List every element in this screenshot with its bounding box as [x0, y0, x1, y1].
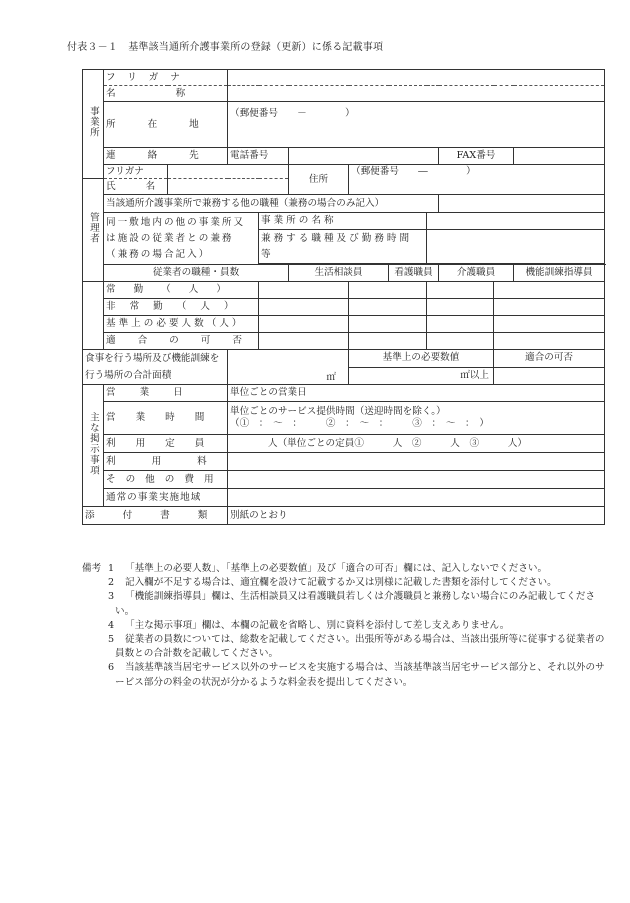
staff-cell[interactable] [259, 282, 349, 299]
note-item: 4 「主な掲示事項」欄は、本欄の記載を省略し、別に資料を添付して差し支えありません。 [108, 619, 510, 631]
kanrisha-address-label: 住所 [289, 165, 349, 195]
staff-cell [259, 333, 349, 350]
kanrisha-furigana-field[interactable] [168, 165, 289, 179]
kanrisha-furigana-label: フリガナ [104, 165, 168, 179]
job-hours-label: 兼務する職種及び勤務時間等 [259, 230, 427, 264]
site-name-field[interactable] [427, 213, 605, 230]
staff-row-required: 基準上の必要人数（人） [104, 316, 259, 333]
note-item: 6 当該基準該当居宅サービス以外のサービスを実施する場合は、当該基準該当居宅サービス部分と、それ以外のサービス部分の料金の状況が分かるような料金表を提出してください。 [108, 662, 605, 688]
capacity-field[interactable] [228, 435, 605, 453]
capacity-label: 利用定員 [104, 435, 228, 453]
staff-cell[interactable] [494, 282, 605, 299]
note-item: 備考 1 「基準上の必要人数」、「基準上の必要数値」及び「適合の可否」欄には、記入しないでください。 [82, 562, 607, 576]
note-item: 2 記入欄が不足する場合は、適宜欄を設けて記載するか又は別様に記載した書類を添付してください。 [108, 577, 557, 589]
hours-slots: （① ： ～ ： ② ： ～ ： ③ ： ～ ： ） [230, 418, 490, 429]
area-field[interactable] [228, 350, 349, 385]
area-fit-field [494, 367, 605, 385]
kanrisha-other-site-label: 同一敷地内の他の事業所又は施設の従業者との兼務（兼務の場合記入） [104, 213, 259, 265]
area-served-field[interactable] [228, 489, 605, 507]
phone-label: 電話番号 [228, 148, 289, 165]
staff-cell [427, 316, 494, 333]
staff-cell[interactable] [427, 299, 494, 316]
staff-header: 従業者の職種・員数 [104, 265, 289, 282]
job-hours-field[interactable] [427, 230, 605, 264]
hours-value: 単位ごとのサービス提供時間（送迎時間を除く。） [230, 406, 446, 418]
staff-cell [494, 316, 605, 333]
jigyosho-furigana-label: フリガナ [104, 70, 228, 86]
attachment-label: 添付書類 [83, 507, 228, 525]
hours-label: 営業時間 [104, 402, 228, 435]
staff-cell[interactable] [259, 299, 349, 316]
jigyosho-name-field[interactable] [228, 86, 605, 102]
registration-form-table [82, 69, 605, 525]
staff-cell[interactable] [349, 299, 427, 316]
note-item: 5 従業者の員数については、総数を記載してください。出張所等がある場合は、当該出張所等に従事する従業者の員数との合計数を記載してください。 [108, 634, 605, 660]
jigyosho-postal: （郵便番号 － ） [230, 108, 355, 119]
attachment-value: 別紙のとおり [228, 507, 605, 525]
staff-cell [349, 316, 427, 333]
area-unit: ㎡ [326, 372, 336, 384]
other-fee-field[interactable] [228, 471, 605, 489]
staff-cell [349, 333, 427, 350]
jigyosho-address-label: 所在地 [104, 102, 228, 148]
business-days-field[interactable] [228, 385, 605, 402]
staff-cell[interactable] [427, 282, 494, 299]
fee-field[interactable] [228, 453, 605, 471]
staff-cell [427, 333, 494, 350]
site-name-label: 事業所の名称 [259, 213, 427, 230]
area-required-label: 基準上の必要数値 [349, 350, 494, 368]
other-fee-label: その他の費用 [104, 471, 228, 489]
note-item: 3 「機能訓練指導員」欄は、生活相談員又は看護職員若しくは介護職員と兼務しない場合にのみ記載してください。 [108, 591, 596, 617]
notes [82, 562, 607, 690]
fax-field[interactable] [514, 148, 605, 165]
kanrisha-address-field[interactable] [349, 165, 605, 195]
notes-label: 備考 [82, 563, 102, 574]
area-required-unit: ㎡以上 [460, 369, 489, 381]
jigyosho-address-field[interactable] [228, 102, 605, 148]
kanrisha-name-field[interactable] [168, 179, 289, 195]
jigyosho-furigana-field[interactable] [228, 70, 605, 86]
kanrisha-concurrent-label: 当該通所介護事業所で兼務する他の職種（兼務の場合のみ記入） [104, 195, 439, 213]
staff-cell [259, 316, 349, 333]
form-title: 付表３－１ 基準該当通所介護事業所の登録（更新）に係る記載事項 [67, 42, 384, 53]
jigyosho-name-label: 名称 [104, 86, 228, 102]
area-served-label: 通常の事業実施地域 [104, 489, 228, 507]
hours-field[interactable] [228, 402, 605, 435]
staff-cell[interactable] [349, 282, 427, 299]
kanrisha-section-label: 管理者 [83, 179, 104, 282]
area-required-field [349, 367, 494, 385]
fax-label: FAX番号 [439, 148, 514, 165]
staff-col-1: 看護職員 [389, 265, 439, 282]
business-days-label: 営業日 [104, 385, 228, 402]
items-section-label: 主な掲示事項 [83, 385, 104, 507]
staff-row-fit: 適合の可否 [104, 333, 259, 350]
area-fit-label: 適合の可否 [494, 350, 605, 368]
staff-cell [494, 333, 605, 350]
staff-col-2: 介護職員 [439, 265, 514, 282]
kanrisha-concurrent-field[interactable] [439, 195, 605, 213]
fee-label: 利用料 [104, 453, 228, 471]
area-label: 食事を行う場所及び機能訓練を行う場所の合計面積 [83, 350, 228, 385]
staff-row-fulltime: 常勤（人） [104, 282, 259, 299]
staff-col-3: 機能訓練指導員 [514, 265, 605, 282]
jigyosho-contact-label: 連絡先 [104, 148, 228, 165]
staff-row-parttime: 非常勤（人） [104, 299, 259, 316]
phone-field[interactable] [289, 148, 439, 165]
jigyosho-section-label: 事業所 [83, 70, 104, 179]
kanrisha-postal: （郵便番号 ― ） [351, 166, 476, 177]
staff-col-0: 生活相談員 [289, 265, 389, 282]
kanrisha-name-label: 氏名 [104, 179, 168, 195]
capacity-value: 人（単位ごとの定員① 人 ② 人 ③ 人） [268, 437, 528, 449]
business-days-value: 単位ごとの営業日 [230, 387, 307, 398]
staff-cell[interactable] [494, 299, 605, 316]
